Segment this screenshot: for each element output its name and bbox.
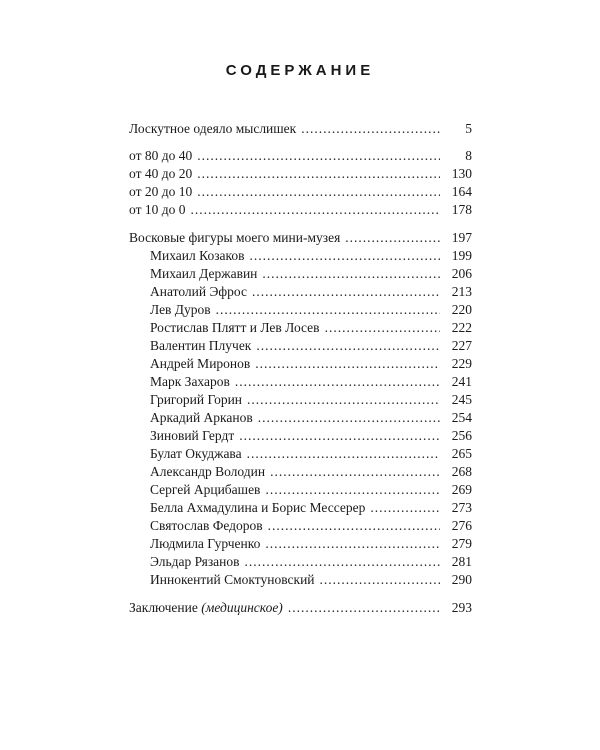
toc-entry-label-italic: (медицинское) [201, 600, 283, 615]
toc-entry-page: 241 [451, 374, 472, 389]
toc-entry[interactable] [150, 318, 472, 338]
leader-dots [252, 282, 440, 302]
toc-entry-label: Святослав Федоров [150, 518, 263, 533]
leader-dots [345, 228, 440, 248]
toc-entry-label: Лоскутное одеяло мыслишек [129, 121, 297, 136]
leader-dots [197, 182, 440, 202]
leader-dots [320, 570, 440, 590]
leader-dots [197, 164, 440, 184]
toc-entry-label: Восковые фигуры моего мини-музея [129, 230, 341, 245]
toc-entry-page: 290 [451, 572, 472, 587]
toc-entry-page: 254 [451, 410, 472, 425]
toc-entry-page: 256 [451, 428, 472, 443]
toc-entry[interactable] [150, 264, 472, 284]
toc-entry-label: Лев Дуров [150, 302, 211, 317]
leader-dots [301, 119, 440, 139]
toc-entry-label: Александр Володин [150, 464, 266, 479]
toc-entry[interactable] [150, 516, 472, 536]
toc-entry[interactable] [150, 426, 472, 446]
leader-dots [262, 264, 440, 284]
leader-dots [245, 552, 441, 572]
toc-entry-label: Михаил Державин [150, 266, 258, 281]
leader-dots [250, 246, 440, 266]
toc-entry-label: Андрей Миронов [150, 356, 251, 371]
leader-dots [255, 354, 440, 374]
toc-entry-page: 281 [451, 554, 472, 569]
toc-entry-page: 164 [451, 184, 472, 199]
leader-dots [370, 498, 440, 518]
toc-entry[interactable] [129, 598, 472, 618]
toc-entry-page: 269 [451, 482, 472, 497]
toc-entry[interactable] [150, 354, 472, 374]
leader-dots [288, 598, 440, 618]
leader-dots [247, 444, 440, 464]
toc-entry-label: Валентин Плучек [150, 338, 252, 353]
leader-dots [247, 390, 440, 410]
toc-entry[interactable] [150, 336, 472, 356]
leader-dots [190, 200, 440, 220]
toc-entry[interactable] [150, 480, 472, 500]
toc-entry-label: Марк Захаров [150, 374, 230, 389]
toc-entry[interactable] [150, 534, 472, 554]
toc-entry-page: 268 [451, 464, 472, 479]
toc-entry-label: Ростислав Плятт и Лев Лосев [150, 320, 320, 335]
toc-entry-label [129, 598, 283, 618]
toc-entry[interactable] [150, 570, 472, 590]
leader-dots [239, 426, 440, 446]
toc-entry[interactable] [129, 200, 472, 220]
leader-dots [268, 516, 440, 536]
leader-dots [270, 462, 440, 482]
toc-entry-label: от 80 до 40 [129, 148, 193, 163]
toc-entry[interactable] [129, 182, 472, 202]
toc-entry-page: 220 [451, 302, 472, 317]
toc-entry-page: 130 [451, 166, 472, 181]
toc-entry-page: 199 [451, 248, 472, 263]
leader-dots [325, 318, 440, 338]
toc-entry[interactable] [150, 462, 472, 482]
toc-entry-label: Анатолий Эфрос [150, 284, 247, 299]
toc-entry-page: 293 [451, 600, 472, 615]
toc-entry[interactable] [150, 552, 472, 572]
toc-entry[interactable] [150, 246, 472, 266]
toc-entry-page: 273 [451, 500, 472, 515]
leader-dots [265, 534, 440, 554]
leader-dots [258, 408, 440, 428]
toc-entry-page: 213 [451, 284, 472, 299]
toc-entry-page: 8 [465, 148, 472, 163]
leader-dots [235, 372, 440, 392]
toc-entry-label: Людмила Гурченко [150, 536, 261, 551]
toc-entry[interactable] [150, 408, 472, 428]
toc-entry[interactable] [129, 146, 472, 166]
toc-entry-page: 178 [451, 202, 472, 217]
toc-entry[interactable] [150, 300, 472, 320]
toc-entry-label: от 40 до 20 [129, 166, 193, 181]
toc-entry-label: Иннокентий Смоктуновский [150, 572, 315, 587]
toc-entry-page: 279 [451, 536, 472, 551]
toc-entry-label: Михаил Козаков [150, 248, 245, 263]
toc-entry[interactable] [129, 164, 472, 184]
toc-entry-label: Белла Ахмадулина и Борис Мессерер [150, 500, 366, 515]
toc-entry[interactable] [150, 372, 472, 392]
toc-entry-label: Сергей Арцибашев [150, 482, 261, 497]
leader-dots [216, 300, 440, 320]
toc-entry-page: 229 [451, 356, 472, 371]
toc-entry-label: Булат Окуджава [150, 446, 242, 461]
toc-entry-page: 197 [451, 230, 472, 245]
toc-entry[interactable] [150, 498, 472, 518]
toc-entry-label: Аркадий Арканов [150, 410, 253, 425]
toc-entry[interactable] [129, 228, 472, 248]
toc-entry-page: 222 [451, 320, 472, 335]
toc-entry-label: от 10 до 0 [129, 202, 186, 217]
toc-entry-page: 206 [451, 266, 472, 281]
page-title: СОДЕРЖАНИЕ [225, 62, 375, 79]
toc-entry[interactable] [150, 390, 472, 410]
toc-entry-page: 227 [451, 338, 472, 353]
toc-entry-label: Григорий Горин [150, 392, 243, 407]
toc-entry[interactable] [129, 119, 472, 139]
toc-entry-page: 265 [451, 446, 472, 461]
toc-entry-label: от 20 до 10 [129, 184, 193, 199]
leader-dots [197, 146, 440, 166]
toc-entry-page: 276 [451, 518, 472, 533]
toc-entry-label-main: Заключение [129, 600, 198, 615]
leader-dots [256, 336, 440, 356]
toc-entry-page: 245 [451, 392, 472, 407]
leader-dots [265, 480, 440, 500]
toc-entry-page: 5 [465, 121, 472, 136]
toc-entry-label: Зиновий Гердт [150, 428, 235, 443]
toc-entry[interactable] [150, 444, 472, 464]
toc-entry-label: Эльдар Рязанов [150, 554, 240, 569]
toc-entry[interactable] [150, 282, 472, 302]
